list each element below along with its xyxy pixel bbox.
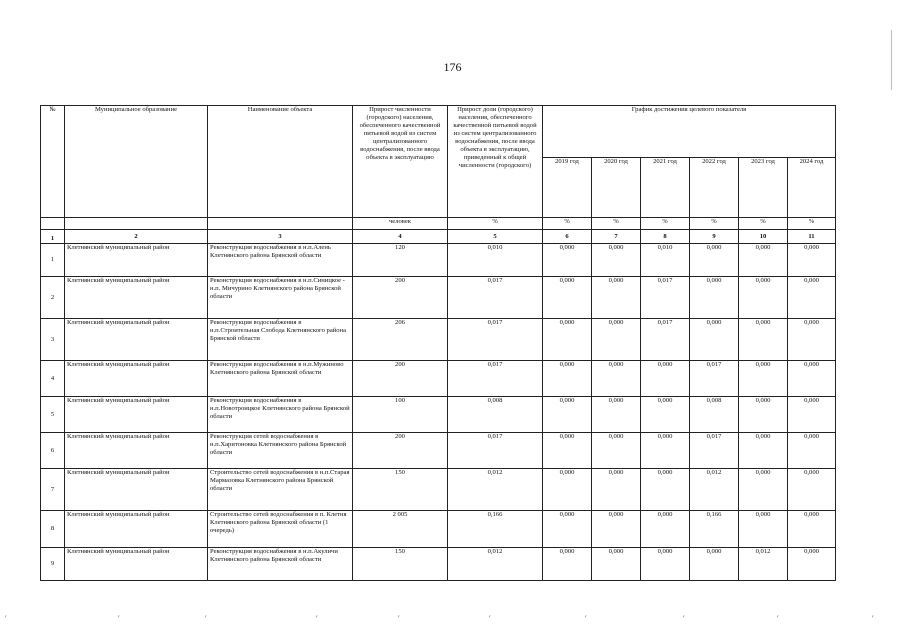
- cell-2022: 0,000: [690, 277, 739, 319]
- header-growth-share: Прирост доли (городского) населения, обеспеченного качественной питьевой водой из систем централизованного водоснабжения, после ввода объекта в эксплуатацию, приведенный к общей численности (городского): [448, 106, 543, 218]
- header-object: Наименование объекта: [208, 106, 353, 218]
- header-municipality: Муниципальное образование: [65, 106, 208, 218]
- cell-2019: 0,000: [543, 361, 592, 397]
- cell-2022: 0,017: [690, 433, 739, 469]
- cell-municipality: Клетнянский муниципальный район: [65, 244, 208, 277]
- table-row: [41, 244, 836, 277]
- table-row: [41, 361, 836, 397]
- cell-2024: 0,000: [788, 397, 836, 433]
- cell-people: 200: [353, 433, 448, 469]
- table-row: [41, 319, 836, 361]
- cell-no: 7: [41, 469, 65, 511]
- cell-2020: 0,000: [592, 244, 641, 277]
- cell-no: 5: [41, 397, 65, 433]
- cell-2021: 0,000: [641, 361, 690, 397]
- cell-2024: 0,000: [788, 469, 836, 511]
- column-number: 1: [41, 230, 65, 244]
- cell-object: Строительство сетей водоснабжения в п. Клетня Клетнянского района Брянской области (1 очередь): [208, 511, 353, 548]
- cell-2021: 0,000: [641, 433, 690, 469]
- cell-2024: 0,000: [788, 319, 836, 361]
- cell-share: 0,017: [448, 277, 543, 319]
- header-year-2019: 2019 год: [543, 158, 592, 218]
- header-year-2024: 2024 год: [788, 158, 836, 218]
- cell-2024: 0,000: [788, 433, 836, 469]
- column-number: 5: [448, 230, 543, 244]
- column-number: 3: [208, 230, 353, 244]
- cell-2022: 0,012: [690, 469, 739, 511]
- cell-2022: 0,008: [690, 397, 739, 433]
- column-number: 9: [690, 230, 739, 244]
- table-row: [41, 469, 836, 511]
- cell-no: 9: [41, 548, 65, 581]
- scan-edge-line: [891, 30, 892, 90]
- cell-object: Реконструкция водоснабжения в н.п.Акуличи Клетнянского района Брянской области: [208, 548, 353, 581]
- cell-object: Реконструкция водоснабжения в н.п.Строительная Слобода Клетнянского района Брянской области: [208, 319, 353, 361]
- cell-people: 120: [353, 244, 448, 277]
- cell-2022: 0,166: [690, 511, 739, 548]
- cell-2024: 0,000: [788, 548, 836, 581]
- unit-year-2022: %: [690, 218, 739, 230]
- cell-object: Реконструкция водоснабжения в н.п.Мужиново Клетнянского района Брянской области: [208, 361, 353, 397]
- cell-2021: 0,017: [641, 319, 690, 361]
- unit-empty-2: [65, 218, 208, 230]
- cell-people: 200: [353, 277, 448, 319]
- cell-2020: 0,000: [592, 319, 641, 361]
- unit-year-2024: %: [788, 218, 836, 230]
- cell-2023: 0,000: [739, 277, 788, 319]
- cell-2022: 0,000: [690, 244, 739, 277]
- column-number: 2: [65, 230, 208, 244]
- unit-percent: %: [448, 218, 543, 230]
- cell-2020: 0,000: [592, 511, 641, 548]
- cell-2021: 0,010: [641, 244, 690, 277]
- cell-no: 3: [41, 319, 65, 361]
- cell-share: 0,008: [448, 397, 543, 433]
- cell-no: 1: [41, 244, 65, 277]
- cell-share: 0,166: [448, 511, 543, 548]
- cell-object: Реконструкция водоснабжения в н.п.Новотроицкое Клетнянского района Брянской области: [208, 397, 353, 433]
- cell-municipality: Клетнянский муниципальный район: [65, 511, 208, 548]
- cell-2020: 0,000: [592, 469, 641, 511]
- cell-no: 6: [41, 433, 65, 469]
- cell-2023: 0,012: [739, 548, 788, 581]
- column-number: 7: [592, 230, 641, 244]
- cell-object: Реконструкция водоснабжения в н.п.Алень Клетнянского района Брянской области: [208, 244, 353, 277]
- unit-empty-1: [41, 218, 65, 230]
- cell-2021: 0,000: [641, 397, 690, 433]
- column-number: 6: [543, 230, 592, 244]
- cell-people: 150: [353, 548, 448, 581]
- table-row: [41, 511, 836, 548]
- cell-2023: 0,000: [739, 244, 788, 277]
- cell-2022: 0,000: [690, 548, 739, 581]
- header-growth-people: Прирост численности (городского) населения, обеспеченного качественной питьевой водой из систем централизованного водоснабжения, после ввода объекта в эксплуатацию: [353, 106, 448, 218]
- cell-object: Реконструкция сетей водоснабжения в н.п.Харитоновка Клетнянского района Брянской области: [208, 433, 353, 469]
- cell-share: 0,012: [448, 548, 543, 581]
- cell-2024: 0,000: [788, 277, 836, 319]
- cell-share: 0,010: [448, 244, 543, 277]
- cell-people: 200: [353, 361, 448, 397]
- cell-no: 4: [41, 361, 65, 397]
- cell-people: 206: [353, 319, 448, 361]
- cell-2024: 0,000: [788, 244, 836, 277]
- cell-2023: 0,000: [739, 469, 788, 511]
- cell-2023: 0,000: [739, 397, 788, 433]
- table-body: [41, 244, 836, 581]
- cell-2019: 0,000: [543, 511, 592, 548]
- cell-people: 150: [353, 469, 448, 511]
- cell-2021: 0,000: [641, 469, 690, 511]
- cell-2023: 0,000: [739, 361, 788, 397]
- cell-share: 0,017: [448, 361, 543, 397]
- cell-2020: 0,000: [592, 433, 641, 469]
- cell-2024: 0,000: [788, 511, 836, 548]
- scan-artifacts: ʹ ʹ ʹ ʹ ʹ ʹ ʹ ʹ ʹ ʹ: [5, 614, 874, 623]
- page-number: 176: [443, 60, 462, 74]
- cell-object: Строительство сетей водоснабжения в н.п.Старая Мармазовка Клетнянского района Брянской области: [208, 469, 353, 511]
- cell-municipality: Клетнянский муниципальный район: [65, 361, 208, 397]
- header-year-2020: 2020 год: [592, 158, 641, 218]
- cell-municipality: Клетнянский муниципальный район: [65, 397, 208, 433]
- cell-2019: 0,000: [543, 244, 592, 277]
- header-no: №: [41, 106, 65, 218]
- column-number: 10: [739, 230, 788, 244]
- cell-2021: 0,000: [641, 511, 690, 548]
- cell-2020: 0,000: [592, 397, 641, 433]
- table-header: [41, 106, 836, 244]
- target-indicator-table: [40, 105, 836, 581]
- unit-year-2019: %: [543, 218, 592, 230]
- header-year-2022: 2022 год: [690, 158, 739, 218]
- cell-municipality: Клетнянский муниципальный район: [65, 319, 208, 361]
- cell-share: 0,012: [448, 469, 543, 511]
- cell-2021: 0,000: [641, 548, 690, 581]
- cell-2019: 0,000: [543, 397, 592, 433]
- cell-municipality: Клетнянский муниципальный район: [65, 548, 208, 581]
- cell-2019: 0,000: [543, 277, 592, 319]
- cell-object: Реконструкция водоснабжения в н.п.Синицкое - н.п. Мичурино Клетнянского района Брянской области: [208, 277, 353, 319]
- cell-no: 2: [41, 277, 65, 319]
- cell-municipality: Клетнянский муниципальный район: [65, 433, 208, 469]
- column-number: 8: [641, 230, 690, 244]
- unit-year-2020: %: [592, 218, 641, 230]
- cell-municipality: Клетнянский муниципальный район: [65, 277, 208, 319]
- header-year-2023: 2023 год: [739, 158, 788, 218]
- column-number: 11: [788, 230, 836, 244]
- cell-share: 0,017: [448, 433, 543, 469]
- column-number: 4: [353, 230, 448, 244]
- cell-2019: 0,000: [543, 469, 592, 511]
- unit-year-2023: %: [739, 218, 788, 230]
- header-year-2021: 2021 год: [641, 158, 690, 218]
- cell-2020: 0,000: [592, 548, 641, 581]
- cell-2022: 0,000: [690, 319, 739, 361]
- cell-people: 2 005: [353, 511, 448, 548]
- table-row: [41, 433, 836, 469]
- cell-2022: 0,017: [690, 361, 739, 397]
- table-row: [41, 548, 836, 581]
- cell-2020: 0,000: [592, 277, 641, 319]
- cell-2024: 0,000: [788, 361, 836, 397]
- cell-2019: 0,000: [543, 548, 592, 581]
- cell-municipality: Клетнянский муниципальный район: [65, 469, 208, 511]
- cell-2021: 0,017: [641, 277, 690, 319]
- cell-2020: 0,000: [592, 361, 641, 397]
- cell-2019: 0,000: [543, 433, 592, 469]
- table-row: [41, 277, 836, 319]
- table-row: [41, 397, 836, 433]
- header-schedule: График достижения целевого показателя: [543, 106, 836, 158]
- unit-year-2021: %: [641, 218, 690, 230]
- unit-people: человек: [353, 218, 448, 230]
- cell-share: 0,017: [448, 319, 543, 361]
- cell-people: 100: [353, 397, 448, 433]
- cell-2023: 0,000: [739, 433, 788, 469]
- cell-2023: 0,000: [739, 511, 788, 548]
- cell-no: 8: [41, 511, 65, 548]
- cell-2023: 0,000: [739, 319, 788, 361]
- unit-empty-3: [208, 218, 353, 230]
- cell-2019: 0,000: [543, 319, 592, 361]
